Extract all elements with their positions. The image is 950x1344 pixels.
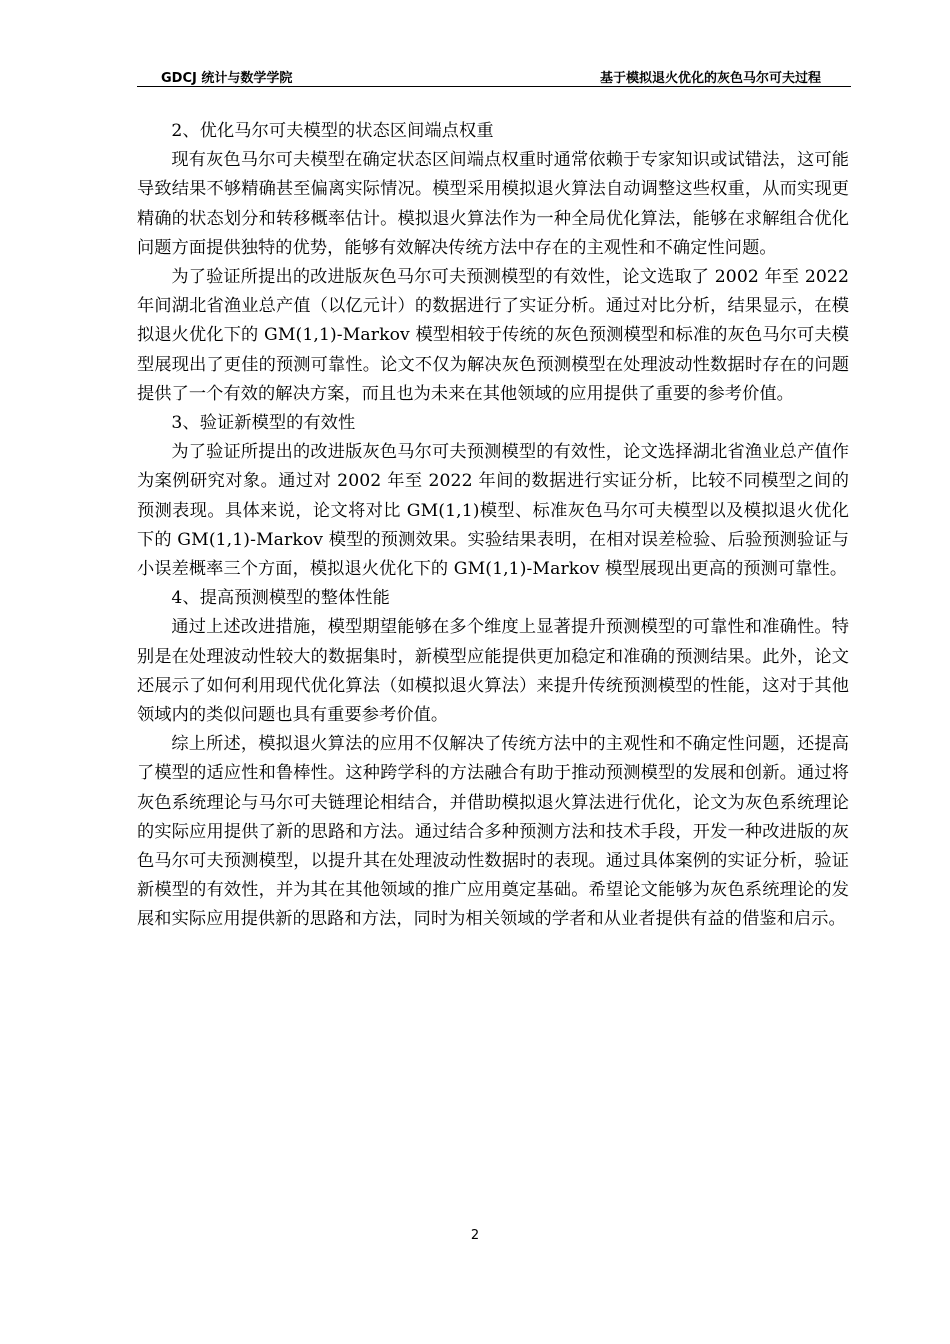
paragraph: 综上所述，模拟退火算法的应用不仅解决了传统方法中的主观性和不确定性问题，还提高了模型的适应性和鲁棒性。这种跨学科的方法融合有助于推动预测模型的发展和创新。通过将灰色系统理论与马尔可夫链理论相结合，并借助模拟退火算法进行优化，论文为灰色系统理论的实际应用提供了新的思路和方法。通过结合多种预测方法和技术手段，开发一种改进版的灰色马尔可夫预测模型，以提升其在处理波动性数据时的表现。通过具体案例的实证分析，验证新模型的有效性，并为其在其他领域的推广应用奠定基础。希望论文能够为灰色系统理论的发展和实际应用提供新的思路和方法，同时为相关领域的学者和从业者提供有益的借鉴和启示。 bbox=[137, 734, 849, 930]
paragraph: 为了验证所提出的改进版灰色马尔可夫预测模型的有效性，论文选取了 2002 年至 2022 年间湖北省渔业总产值（以亿元计）的数据进行了实证分析。通过对比分析，结果显示，在模拟退火优化下的 GM(1,1)-Markov 模型相较于传统的灰色预测模型和标准的灰色马尔可夫模型展现出了更佳的预测可靠性。论文不仅为解决灰色预测模型在处理波动性数据时存在的问题提供了一个有效的解决方案，而且也为未来在其他领域的应用提供了重要的参考价值。 bbox=[137, 267, 849, 404]
page-number: 2 bbox=[470, 1228, 480, 1243]
header-title: 基于模拟退火优化的灰色马尔可夫过程 bbox=[599, 71, 821, 86]
section-heading-3: 3、验证新模型的有效性 bbox=[171, 413, 356, 434]
page-header bbox=[137, 66, 851, 87]
paragraph: 现有灰色马尔可夫模型在确定状态区间端点权重时通常依赖于专家知识或试错法，这可能导致结果不够精确甚至偏离实际情况。模型采用模拟退火算法自动调整这些权重，从而实现更精确的状态划分和转移概率估计。模拟退火算法作为一种全局优化算法，能够在求解组合优化问题方面提供独特的优势，能够有效解决传统方法中存在的主观性和不确定性问题。 bbox=[137, 150, 849, 258]
header-institution: GDCJ 统计与数学学院 bbox=[161, 71, 293, 86]
section-heading-4: 4、提高预测模型的整体性能 bbox=[171, 588, 390, 609]
section-heading-2: 2、优化马尔可夫模型的状态区间端点权重 bbox=[171, 121, 494, 141]
body-text bbox=[137, 117, 849, 935]
paragraph: 通过上述改进措施，模型期望能够在多个维度上显著提升预测模型的可靠性和准确性。特别是在处理波动性较大的数据集时，新模型应能提供更加稳定和准确的预测结果。此外，论文还展示了如何利用现代优化算法（如模拟退火算法）来提升传统预测模型的性能，这对于其他领域内的类似问题也具有重要参考价值。 bbox=[137, 617, 849, 726]
paragraph: 为了验证所提出的改进版灰色马尔可夫预测模型的有效性，论文选择湖北省渔业总产值作为案例研究对象。通过对 2002 年至 2022 年间的数据进行实证分析，比较不同模型之间的预测表现。具体来说，论文将对比 GM(1,1)模型、标准灰色马尔可夫模型以及模拟退火优化下的 GM(1,1)-Markov 模型的预测效果。实验结果表明，在相对误差检验、后验预测验证与小误差概率三个方面，模拟退火优化下的 GM(1,1)-Markov 模型展现出更高的预测可靠性。 bbox=[137, 442, 849, 580]
